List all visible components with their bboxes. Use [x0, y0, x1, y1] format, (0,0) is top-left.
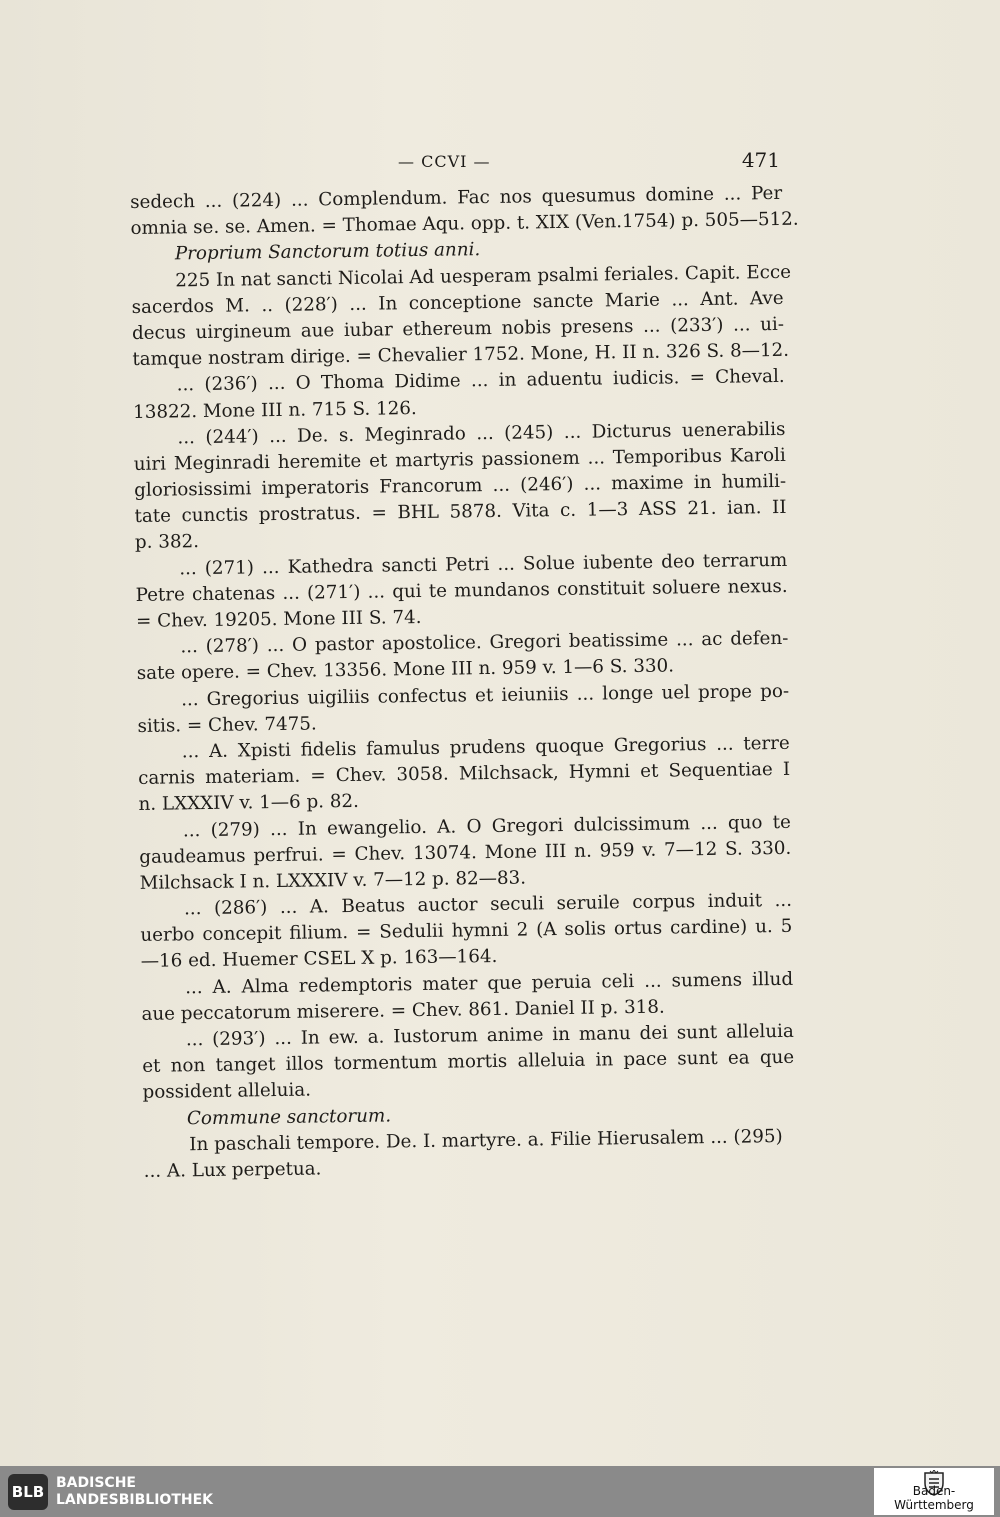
- library-name-line1: BADISCHE: [56, 1475, 136, 1491]
- text-line: ... A. Alma redemptoris mater que peruia celi ... sumens illud: [184, 968, 794, 998]
- blb-logo[interactable]: BLB: [8, 1474, 48, 1510]
- text-line: p. 382.: [134, 531, 200, 554]
- text-line: omnia se. se. Amen. = Thomae Aqu. opp. t. XIX (Ven.1754) p. 505—512.: [130, 208, 799, 240]
- section-heading: Proprium Sanctorum totius anni.: [174, 239, 481, 265]
- text-line: gloriosissimi imperatoris Francorum ... (246′) ... maxime in humili-: [134, 470, 787, 502]
- text-line: sitis. = Chev. 7475.: [137, 713, 317, 737]
- text-line: carnis materiam. = Chev. 3058. Milchsack, Hymni et Sequentiae I: [138, 758, 791, 790]
- text-line: ... A. Xpisti fidelis famulus prudens quoque Gregorius ... terre: [181, 732, 790, 763]
- text-line: tamque nostram dirige. = Chevalier 1752. Mone, H. II n. 326 S. 8—12.: [132, 339, 790, 371]
- text-line: 13822. Mone III n. 715 S. 126.: [132, 397, 417, 423]
- text-line: ... (286′) ... A. Beatus auctor seculi seruile corpus induit ...: [183, 889, 793, 920]
- text-line: ... A. Lux perpetua.: [143, 1158, 322, 1182]
- text-line: ... (236′) ... O Thoma Didime ... in aduentu iudicis. = Cheval.: [176, 366, 785, 396]
- state-name: Baden-Württemberg: [894, 1484, 974, 1512]
- text-line: possident alleluia.: [142, 1079, 312, 1104]
- text-line: = Chev. 19205. Mone III S. 74.: [135, 606, 422, 632]
- text-line: In paschali tempore. De. I. martyre. a. Filie Hierusalem ... (295): [189, 1125, 783, 1156]
- text-line: Petre chatenas ... (271′) ... qui te mundanos constituit soluere nexus.: [135, 575, 788, 606]
- text-line: ... (279) ... In ewangelio. A. O Gregori dulcissimum ... quo te: [182, 811, 792, 841]
- text-line: Milchsack I n. LXXXIV v. 7—12 p. 82—83.: [139, 867, 527, 894]
- library-name-line2: LANDESBIBLIOTHEK: [56, 1492, 214, 1508]
- text-line: ... (278′) ... O pastor apostolice. Gregori beatissime ... ac defen-: [180, 628, 789, 658]
- text-line: tate cunctis prostratus. = BHL 5878. Vita c. 1—3 ASS 21. ian. II: [134, 497, 787, 528]
- text-line: sacerdos M. .. (228′) ... In conceptione sancte Marie ... Ant. Ave: [131, 287, 784, 318]
- text-line: ... Gregorius uigiliis confectus et ieiuniis ... longe uel prope po-: [180, 680, 790, 710]
- text-line: decus uirgineum aue iubar ethereum nobis presens ... (233′) ... ui-: [131, 313, 785, 344]
- running-head: — CCVI —: [398, 152, 491, 171]
- footer-bar: [0, 1466, 1000, 1517]
- body-text: [130, 181, 799, 1185]
- text-line: ... (244′) ... De. s. Meginrado ... (245) ... Dicturus uenerabilis: [177, 418, 786, 449]
- library-name[interactable]: [56, 1475, 213, 1509]
- text-line: uerbo concepit filium. = Sedulii hymni 2 (A solis ortus cardine) u. 5: [140, 916, 793, 947]
- text-line: n. LXXXIV v. 1—6 p. 82.: [138, 791, 360, 816]
- text-line: gaudeamus perfrui. = Chev. 13074. Mone III n. 959 v. 7—12 S. 330.: [139, 837, 792, 868]
- text-line: uiri Meginradi heremite et martyris passionem ... Temporibus Karoli: [133, 444, 786, 475]
- text-line: sedech ... (224) ... Complendum. Fac nos quesumus domine ... Per: [130, 182, 783, 213]
- text-line: ... (293′) ... In ew. a. Iustorum anime in manu dei sunt alleluia: [185, 1020, 794, 1051]
- text-line: 225 In nat sancti Nicolai Ad uesperam psalmi feriales. Capit. Ecce: [175, 261, 792, 291]
- text-line: et non tanget illos tormentum mortis alleluia in pace sunt ea que: [142, 1046, 795, 1078]
- page-header: [128, 148, 780, 178]
- text-line: ... (271) ... Kathedra sancti Petri ... Solue iubente deo terrarum: [179, 549, 788, 579]
- state-logo[interactable]: [874, 1468, 994, 1515]
- page-number: 471: [741, 148, 780, 172]
- text-line: —16 ed. Huemer CSEL X p. 163—164.: [140, 946, 498, 973]
- section-heading: Commune sanctorum.: [186, 1105, 392, 1129]
- text-line: aue peccatorum miserere. = Chev. 861. Daniel II p. 318.: [141, 996, 665, 1025]
- text-line: sate opere. = Chev. 13356. Mone III n. 959 v. 1—6 S. 330.: [136, 655, 675, 685]
